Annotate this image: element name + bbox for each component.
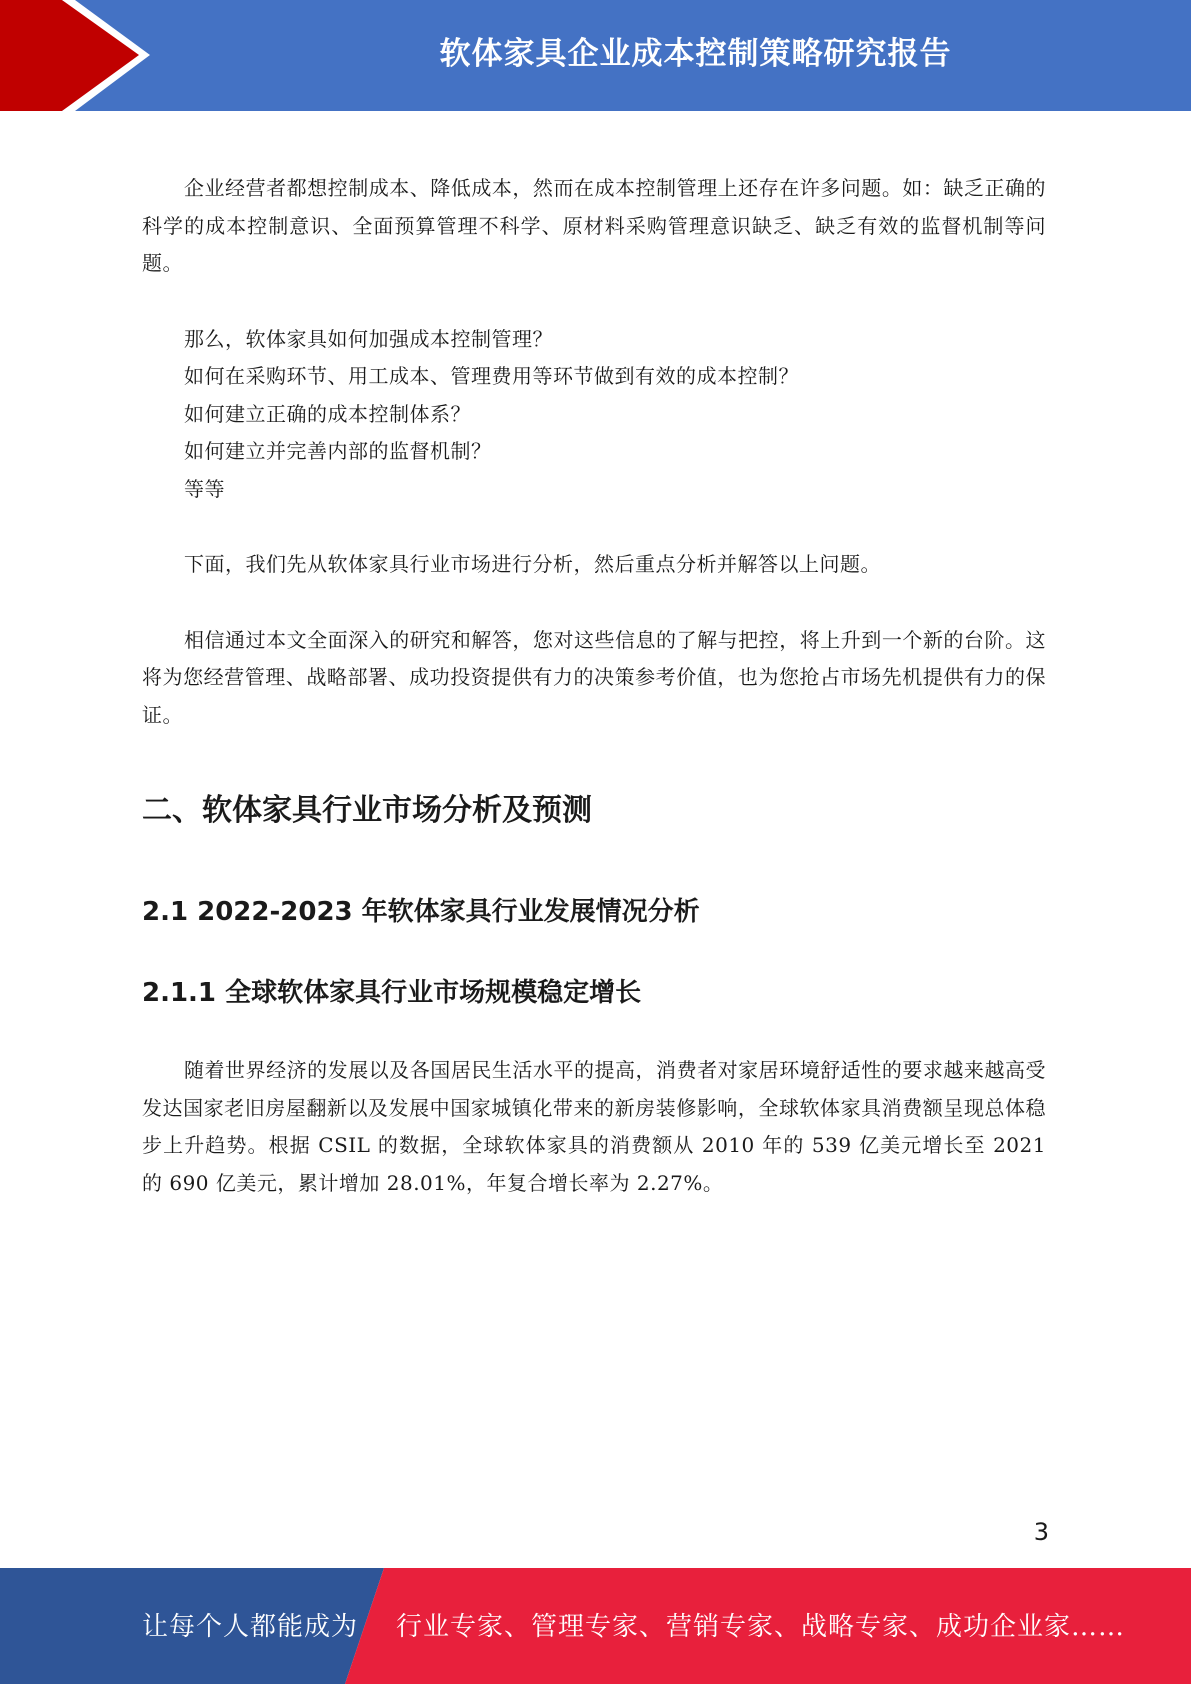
section-heading: 二、软体家具行业市场分析及预测 [142, 793, 592, 828]
intro-paragraph-1: 企业经营者都想控制成本、降低成本，然而在成本控制管理上还存在许多问题。如：缺乏正确的科学的成本控制意识、全面预算管理不科学、原材料采购管理意识缺乏、缺乏有效的监督机制等问题。 [142, 176, 1046, 275]
question-item: 如何在采购环节、用工成本、管理费用等环节做到有效的成本控制？ [184, 364, 799, 388]
section-body [142, 1052, 1046, 1202]
section-paragraph: 随着世界经济的发展以及各国居民生活水平的提高，消费者对家居环境舒适性的要求越来越高受发达国家老旧房屋翻新以及发展中国家城镇化带来的新房装修影响，全球软体家具消费额呈现总体稳步上升趋势。根据 CSIL 的数据，全球软体家具的消费额从 2010 年的 539 亿美元增长至 2021 的 690 亿美元，累计增加 28.01%，年复合增长率为 2.27%。 [142, 1058, 1046, 1195]
intro-section [142, 170, 1046, 734]
subsection-heading: 2.1 2022-2023 年软体家具行业发展情况分析 [142, 897, 700, 927]
subsubsection-heading: 2.1.1 全球软体家具行业市场规模稳定增长 [142, 978, 642, 1008]
intro-paragraph-2: 下面，我们先从软体家具行业市场进行分析，然后重点分析并解答以上问题。 [184, 552, 881, 576]
page-number: 3 [1033, 1518, 1049, 1546]
footer-slogan-left: 让每个人都能成为 [142, 1612, 359, 1642]
page-header [0, 0, 1191, 111]
question-list [142, 321, 1046, 509]
question-item: 等等 [184, 476, 225, 501]
question-item: 如何建立正确的成本控制体系？ [184, 401, 471, 426]
question-item: 如何建立并完善内部的监督机制？ [184, 439, 492, 463]
page-footer [0, 1568, 1191, 1684]
intro-paragraph-3: 相信通过本文全面深入的研究和解答，您对这些信息的了解与把控，将上升到一个新的台阶。这将为您经营管理、战略部署、成功投资提供有力的决策参考价值，也为您抢占市场先机提供有力的保证。 [142, 627, 1046, 727]
question-item: 那么，软体家具如何加强成本控制管理？ [184, 326, 553, 351]
header-title: 软体家具企业成本控制策略研究报告 [439, 35, 952, 72]
footer-slogan-right: 行业专家、管理专家、营销专家、战略专家、成功企业家…… [396, 1612, 1126, 1642]
